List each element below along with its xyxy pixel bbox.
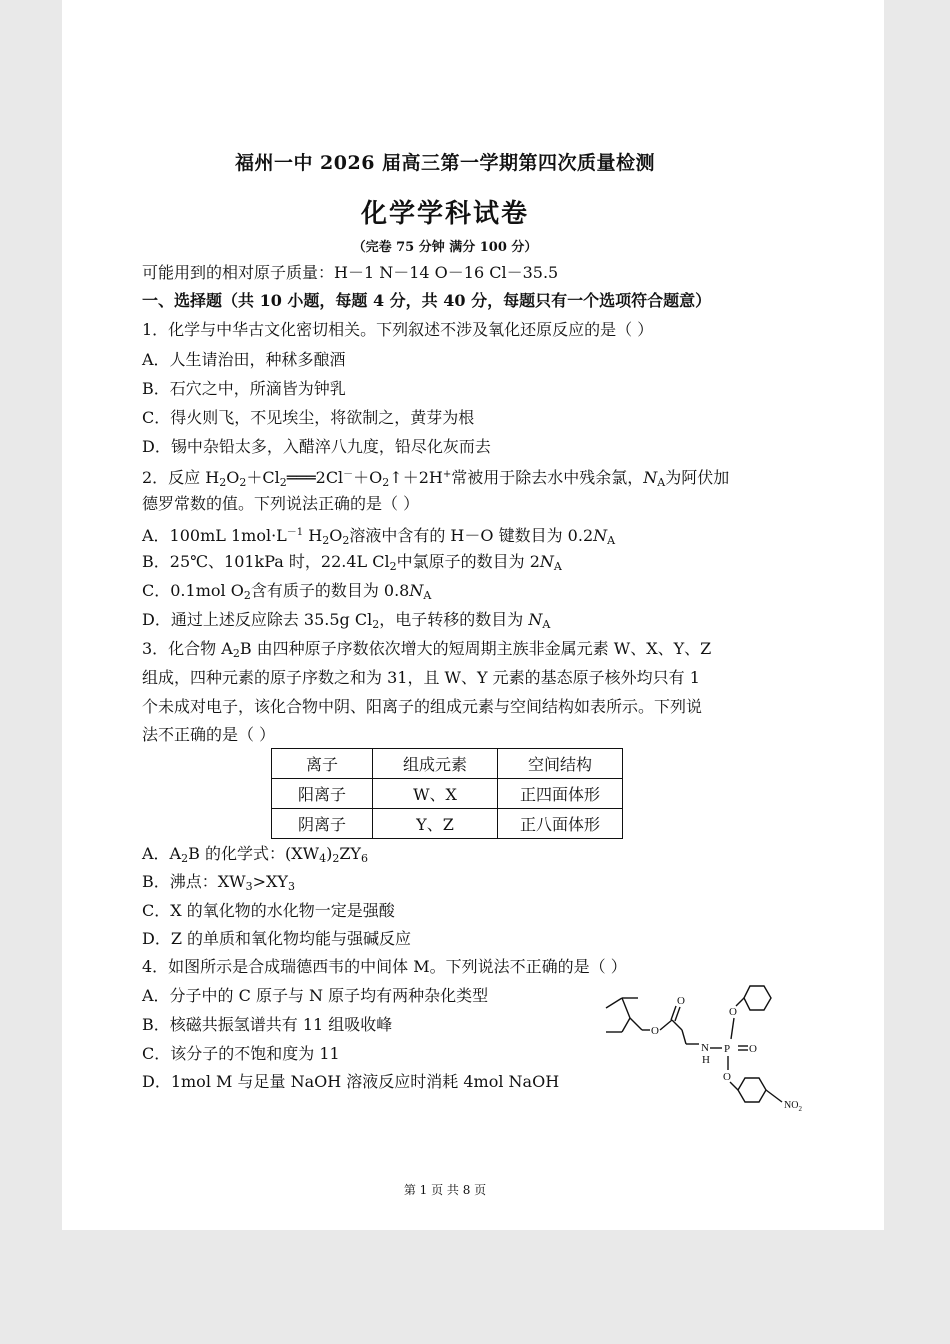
q4-option-b: B．核磁共振氢谱共有 11 组吸收峰	[142, 1015, 393, 1034]
time-score-note: （完卷 75 分钟 满分 100 分）	[352, 240, 538, 255]
q1-option-a: A．人生请治田，种秫多酿酒	[142, 350, 346, 369]
q3-option-b: B．沸点：$XW_3>XY_3$	[142, 872, 295, 893]
q1-option-c: C．得火则飞，不见埃尘，将欲制之，黄芽为根	[142, 408, 475, 427]
q4-option-a: A．分子中的 C 原子与 N 原子均有两种杂化类型	[142, 986, 489, 1005]
q2-stem-line2: 德罗常数的值。下列说法正确的是（ ）	[142, 494, 420, 513]
q3-stem-line4: 法不正确的是（ ）	[142, 725, 276, 744]
table-cell: Y、Z	[373, 809, 498, 839]
q2-option-b: B．25℃、101kPa 时，22.4L $Cl_2$中氯原子的数目为 $2N_A$	[142, 552, 562, 573]
atom-label: O	[749, 1043, 757, 1055]
q1-stem: 1．化学与中华古文化密切相关。下列叙述不涉及氧化还原反应的是（ ）	[142, 320, 654, 339]
subject-title: 化学学科试卷	[360, 199, 529, 229]
q1-option-b: B．石穴之中，所滴皆为钟乳	[142, 379, 346, 398]
q3-stem-line3: 个未成对电子，该化合物中阴、阳离子的组成元素与空间结构如表所示。下列说	[142, 697, 703, 716]
section-heading: 一、选择题（共 10 小题，每题 4 分，共 40 分，每题只有一个选项符合题意）	[142, 291, 712, 310]
table-row	[272, 809, 623, 839]
table-cell: 正八面体形	[498, 809, 623, 839]
page-footer: 第 1 页 共 8 页	[403, 1183, 487, 1197]
table-header: 离子	[272, 749, 373, 779]
q4-option-d: D．1mol M 与足量 NaOH 溶液反应时消耗 4mol NaOH	[142, 1072, 560, 1091]
q2-option-d: D．通过上述反应除去 35.5g $Cl_2$，电子转移的数目为 $N_A$	[142, 610, 551, 631]
ion-table	[271, 748, 623, 839]
table-cell: 阴离子	[272, 809, 373, 839]
q1-option-d: D．锡中杂铅太多，入醋淬八九度，铅尽化灰而去	[142, 437, 491, 456]
atomic-masses: 可能用到的相对原子质量：H－1 N－14 O－16 Cl－35.5	[142, 263, 559, 282]
table-cell: W、X	[373, 779, 498, 809]
table-header: 空间结构	[498, 749, 623, 779]
q2-option-c: C．0.1mol $O_2$含有质子的数目为 $0.8N_A$	[142, 581, 432, 602]
atom-label: O	[723, 1071, 731, 1083]
q2-option-a: A．100mL $1mol\cdot L^{-1}$ $H_2O_2$溶液中含有的 H－O 键数目为 $0.2N_A$	[142, 526, 616, 547]
q2-stem: 2．反应 $H_2O_2+Cl_2═══2Cl^-+O_2↑+2H^+$常被用于除去水中残余氯，$N_A$为阿伏加	[142, 468, 730, 489]
atom-label: P	[724, 1043, 731, 1055]
table-cell: 阳离子	[272, 779, 373, 809]
atom-label: O	[677, 995, 685, 1007]
table-cell: 正四面体形	[498, 779, 623, 809]
q3-option-c: C．X 的氧化物的水化物一定是强酸	[142, 901, 395, 920]
exam-title: 福州一中 2026 届高三第一学期第四次质量检测	[234, 152, 656, 174]
table-row	[272, 779, 623, 809]
q3-stem-line1: 3．化合物 $A_2B$ 由四种原子序数依次增大的短周期主族非金属元素 W、X、Y、Z	[142, 639, 712, 660]
atom-label: N	[701, 1042, 709, 1054]
q4-option-c: C．该分子的不饱和度为 11	[142, 1044, 340, 1063]
q3-option-d: D．Z 的单质和氧化物均能与强碱反应	[142, 929, 412, 948]
q3-option-a: A．$A_2B$ 的化学式：$(XW_4)_2ZY_6$	[142, 844, 368, 865]
atom-label: H	[702, 1054, 710, 1066]
table-header-row	[272, 749, 623, 779]
atom-label: O	[729, 1006, 737, 1018]
q4-stem: 4．如图所示是合成瑞德西韦的中间体 M。下列说法不正确的是（ ）	[142, 957, 627, 976]
atom-label: O	[651, 1025, 659, 1037]
molecule-m-structure	[598, 976, 828, 1126]
q3-stem-line2: 组成，四种元素的原子序数之和为 31，且 W、Y 元素的基态原子核外均只有 1	[142, 668, 700, 687]
table-header: 组成元素	[373, 749, 498, 779]
nitro-label: $NO_2$	[784, 1100, 802, 1113]
